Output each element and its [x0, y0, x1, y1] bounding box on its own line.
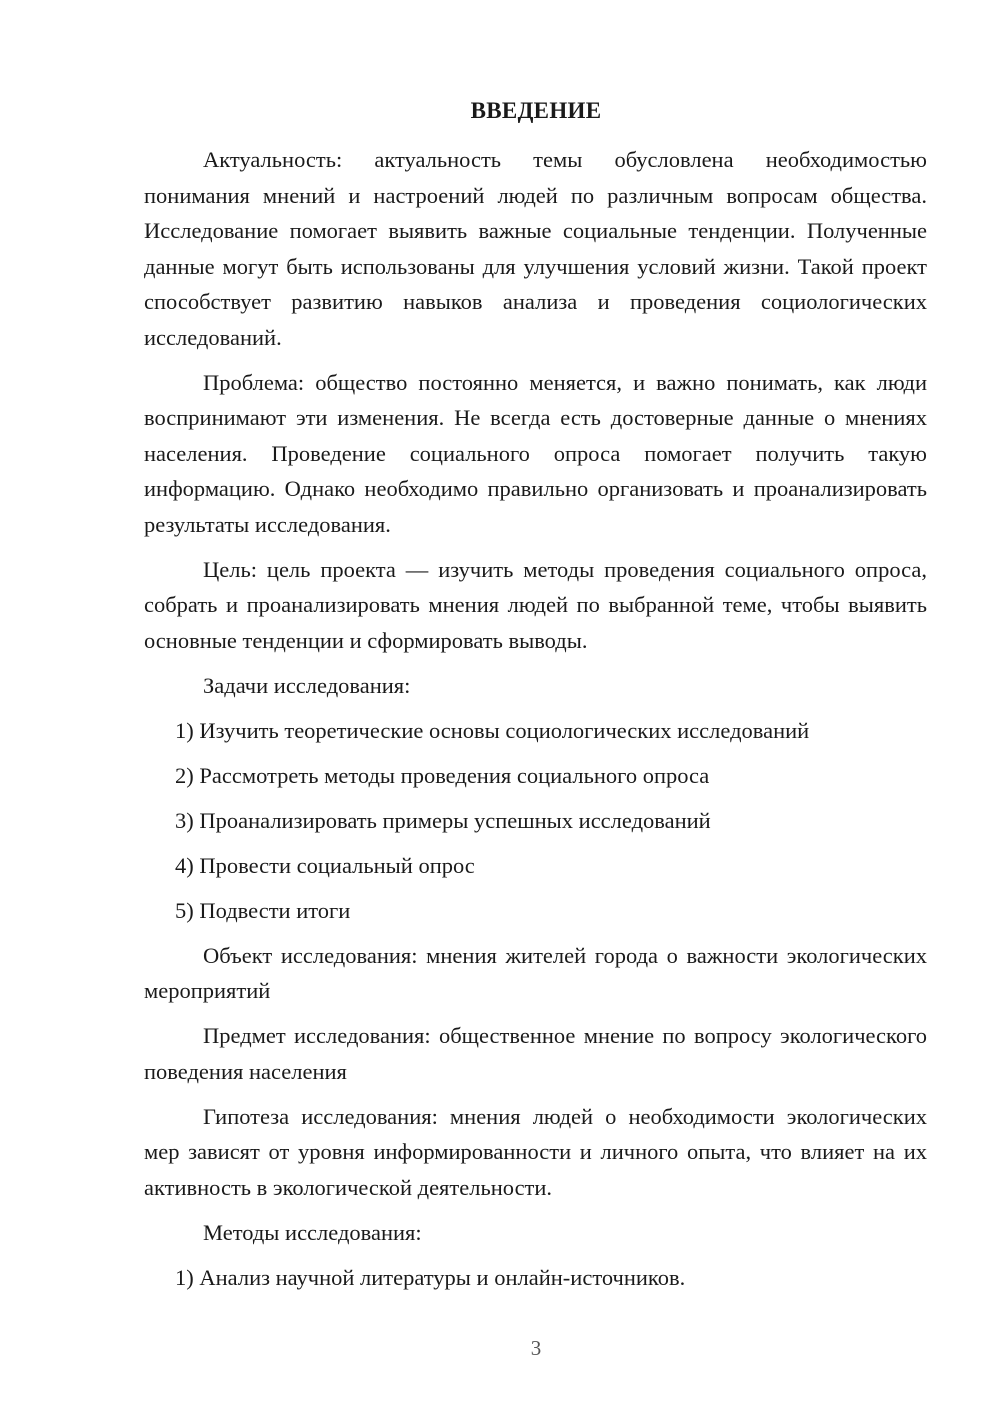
list-item: 4) Провести социальный опрос: [175, 852, 475, 878]
paragraph-subject: Предмет исследования: общественное мнение по вопросу экологического поведения населения: [144, 1023, 927, 1084]
list-item: 2) Рассмотреть методы проведения социального опроса: [175, 762, 710, 788]
paragraph-hypothesis: Гипотеза исследования: мнения людей о необходимости экологических мер зависят от уровня информированности и личного опыта, что влияет на их активность в экологической деятельности.: [144, 1103, 927, 1200]
list-item: 1) Анализ научной литературы и онлайн-источников.: [175, 1264, 686, 1290]
page-number: 3: [530, 1336, 542, 1360]
paragraph-problem: Проблема: общество постоянно меняется, и важно понимать, как люди воспринимают эти изменения. Не всегда есть достоверные данные о мнениях населения. Проведение социального опроса помогает получить такую информацию. Однако необходимо правильно организовать и проанализировать результаты исследования.: [144, 369, 927, 537]
page-title: ВВЕДЕНИЕ: [470, 98, 602, 123]
methods-heading: Методы исследования:: [203, 1219, 422, 1245]
paragraph-object: Объект исследования: мнения жителей города о важности экологических мероприятий: [144, 942, 927, 1003]
tasks-list: [144, 713, 927, 929]
list-item: 3) Проанализировать примеры успешных исследований: [175, 807, 711, 833]
paragraph-relevance: Актуальность: актуальность темы обусловлена необходимостью понимания мнений и настроений людей по различным вопросам общества. Исследование помогает выявить важные социальные тенденции. Полученные данные могут быть использованы для улучшения условий жизни. Такой проект способствует развитию навыков анализа и проведения социологических исследований.: [144, 147, 927, 350]
document-body: [144, 142, 927, 1305]
tasks-heading: Задачи исследования:: [203, 672, 411, 698]
paragraph-goal: Цель: цель проекта — изучить методы проведения социального опроса, собрать и проанализировать мнения людей по выбранной теме, чтобы выявить основные тенденции и сформировать выводы.: [144, 556, 927, 653]
methods-list: [144, 1260, 927, 1296]
list-item: 1) Изучить теоретические основы социологических исследований: [175, 717, 810, 743]
list-item: 5) Подвести итоги: [175, 897, 351, 923]
